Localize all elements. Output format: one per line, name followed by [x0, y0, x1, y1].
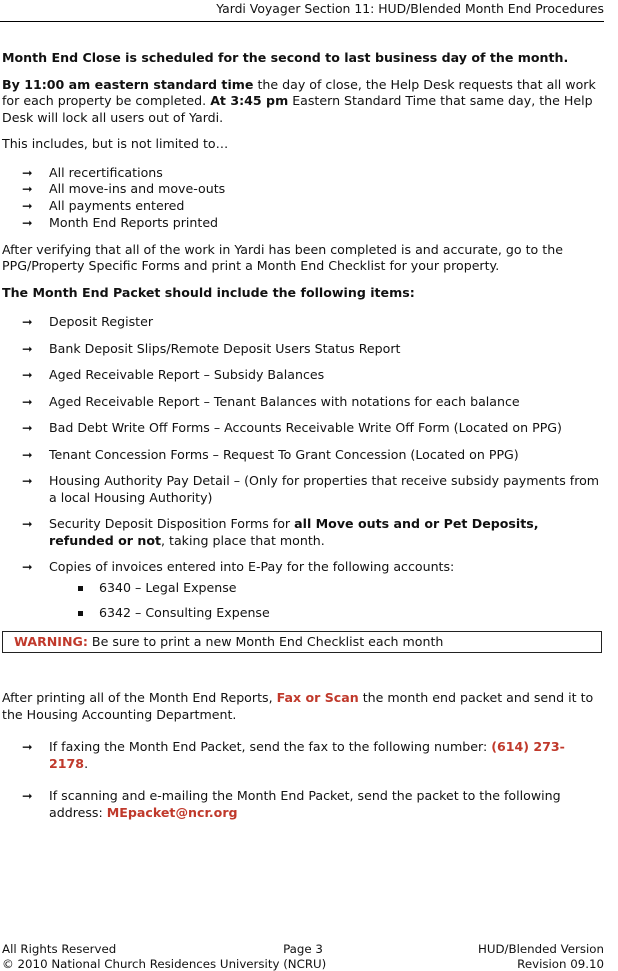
list-item: 6342 – Consulting Expense: [2, 605, 602, 622]
lock-time: At 3:45 pm: [210, 93, 289, 108]
deadline-text: the day of close, the Help Desk requests that all work for each property be completed.: [2, 76, 596, 108]
includes-intro: This includes, but is not limited to…: [2, 136, 229, 151]
square-bullet-icon: [78, 611, 83, 616]
list-item: 6340 – Legal Expense: [2, 580, 602, 597]
after-print-paragraph: After printing all of the Month End Reports, Fax or Scan the month end packet and send it to the Housing Accounting Department.: [2, 690, 594, 722]
list-item: ➞ All recertifications: [22, 164, 163, 180]
right-arrow-icon: ➞: [22, 367, 33, 383]
right-arrow-icon: ➞: [22, 314, 33, 330]
warning-box: [2, 631, 602, 654]
warning-label: WARNING:: [14, 633, 88, 649]
accounts-list: [2, 580, 602, 622]
list-item: ➞ Month End Reports printed: [22, 214, 219, 230]
close-statement: Month End Close is scheduled for the second to last business day of the month.: [2, 50, 569, 65]
deadline-time: By 11:00 am eastern standard time: [2, 76, 254, 92]
square-bullet-icon: [78, 586, 83, 591]
footer-rights: All Rights Reserved: [2, 942, 117, 956]
right-arrow-icon: ➞: [22, 473, 33, 489]
header-divider: [0, 21, 604, 22]
right-arrow-icon: ➞: [22, 420, 33, 436]
document-body: [2, 50, 602, 821]
after-verify-paragraph: After verifying that all of the work in Yardi has been completed is and accurate, go to the PPG/Property Specific Forms and print a Month End Checklist for your property.: [2, 241, 563, 274]
right-arrow-icon: ➞: [22, 516, 33, 532]
right-arrow-icon: ➞: [22, 739, 33, 755]
footer-version: HUD/Blended Version: [477, 942, 604, 956]
packet-heading: The Month End Packet should include the following items:: [2, 284, 415, 300]
warning-text: Be sure to print a new Month End Checklist each month: [87, 633, 444, 649]
deadline-paragraph: [2, 77, 602, 127]
includes-list: [2, 165, 602, 232]
right-arrow-icon: ➞: [22, 559, 33, 575]
footer-revision: Revision 09.10: [517, 956, 604, 971]
list-item: ➞ All payments entered: [22, 198, 185, 214]
footer-copyright: © 2010 National Church Residences University (NCRU): [2, 956, 327, 971]
packet-items-list: [2, 314, 602, 622]
fax-number: (614) 273-2178: [49, 739, 565, 771]
right-arrow-icon: ➞: [22, 198, 33, 214]
invoices-item: ➞ Copies of invoices entered into E-Pay for the following accounts: 6340 – Legal Expense 6342 – Consulting Expense: [2, 559, 602, 622]
scan-item: ➞ If scanning and e-mailing the Month End Packet, send the packet to the following address: MEpacket@ncr.org: [22, 788, 561, 820]
send-instructions-list: [2, 739, 602, 821]
right-arrow-icon: ➞: [22, 393, 33, 409]
email-address: MEpacket@ncr.org: [106, 804, 238, 820]
right-arrow-icon: ➞: [22, 181, 33, 197]
right-arrow-icon: ➞: [22, 446, 33, 462]
page-footer: [2, 942, 604, 971]
list-item: ➞ Housing Authority Pay Detail – (Only for properties that receive subsidy payments from a local Housing Authority): [22, 473, 600, 505]
right-arrow-icon: ➞: [22, 214, 33, 230]
footer-page-number: Page 3: [283, 942, 323, 956]
page-header: [0, 0, 604, 23]
right-arrow-icon: ➞: [22, 788, 33, 804]
security-deposit-item: ➞ Security Deposit Disposition Forms for all Move outs and or Pet Deposits, refunded or not, taking place that month.: [22, 516, 539, 548]
list-item: ➞ Bank Deposit Slips/Remote Deposit Users Status Report: [22, 340, 401, 356]
list-item: ➞ Tenant Concession Forms – Request To Grant Concession (Located on PPG): [22, 446, 519, 462]
list-item: ➞ Deposit Register: [22, 314, 153, 330]
list-item: ➞ Aged Receivable Report – Tenant Balances with notations for each balance: [22, 393, 520, 409]
list-item: ➞ Bad Debt Write Off Forms – Accounts Receivable Write Off Form (Located on PPG): [22, 420, 562, 436]
fax-item: ➞ If faxing the Month End Packet, send the fax to the following number: (614) 273-2178.: [22, 739, 565, 771]
list-item: ➞ All move-ins and move-outs: [22, 181, 226, 197]
fax-or-scan: Fax or Scan: [276, 690, 359, 706]
right-arrow-icon: ➞: [22, 340, 33, 356]
right-arrow-icon: ➞: [22, 164, 33, 180]
lock-text: Eastern Standard Time that same day, the Help Desk will lock all users out of Yardi.: [2, 93, 593, 125]
header-title: Yardi Voyager Section 11: HUD/Blended Month End Procedures: [216, 1, 604, 16]
list-item: ➞ Aged Receivable Report – Subsidy Balances: [22, 367, 325, 383]
